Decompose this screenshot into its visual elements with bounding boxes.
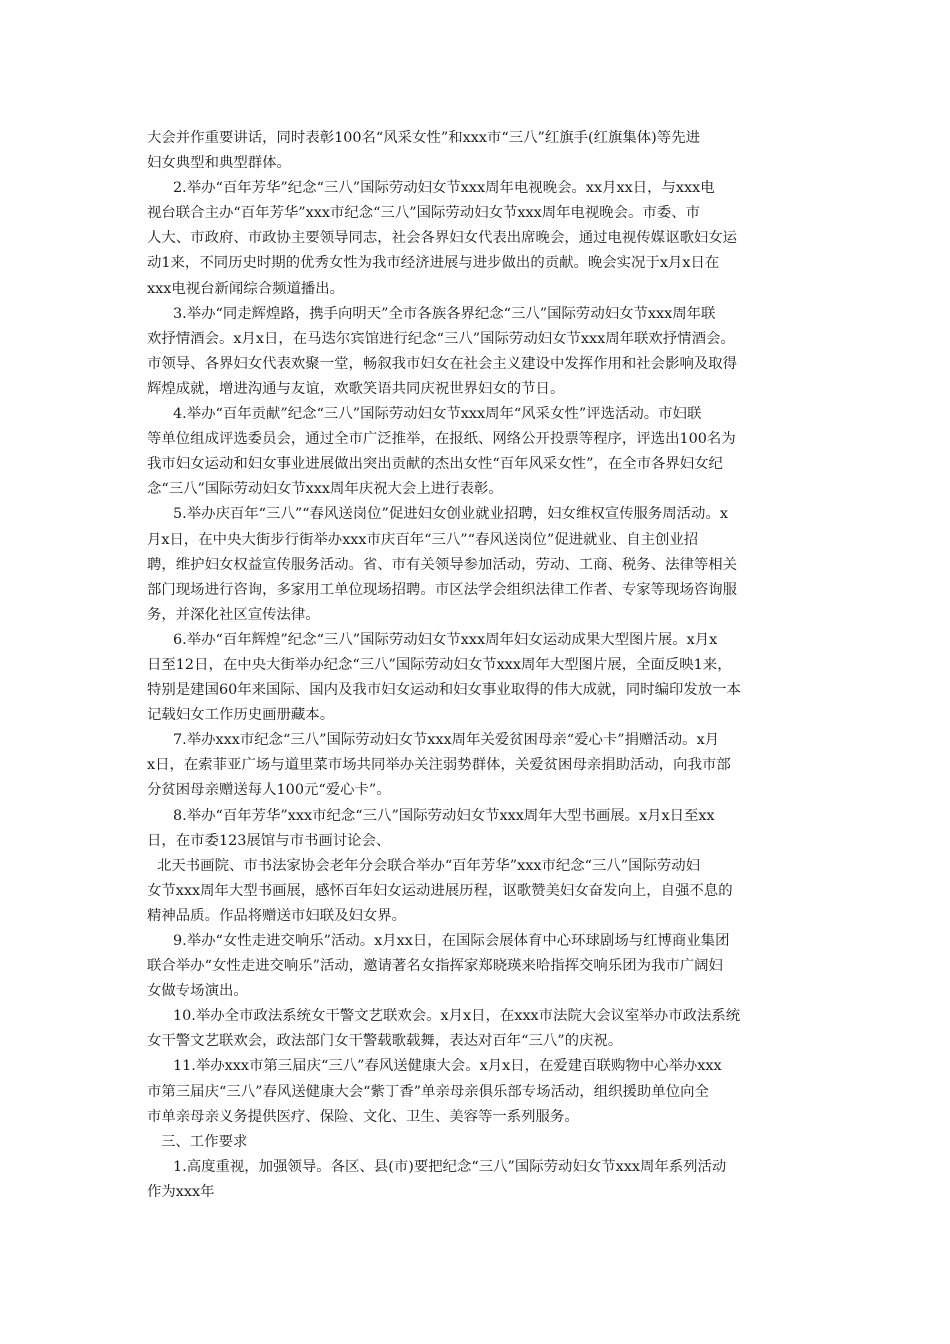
text-line: 大会并作重要讲话，同时表彰100名“风采女性”和xxx市“三八”红旗手(红旗集体)等先进 [147, 130, 700, 146]
text-line: 日，在市委123展馆与市书画讨论会、 [147, 832, 391, 849]
text-line: 1.高度重视，加强领导。各区、县(市)要把纪念“三八”国际劳动妇女节xxx周年系列活动 [173, 1158, 727, 1175]
text-line: 精神品质。作品将赠送市妇联及妇女界。 [147, 907, 407, 924]
text-line: 念“三八”国际劳动妇女节xxx周年庆祝大会上进行表彰。 [147, 481, 503, 498]
text-line: 9.举办“女性走进交响乐”活动。x月xx日，在国际会展体育中心环球剧场与红博商业集团 [173, 933, 730, 949]
text-line: 女节xxx周年大型书画展，感怀百年妇女运动进展历程，讴歌赞美妇女奋发向上，自强不息的 [147, 882, 733, 899]
text-line: 5.举办庆百年“三八”“春风送岗位”促进妇女创业就业招聘，妇女维权宣传服务周活动。x [173, 506, 728, 523]
text-line: 动1来，不同历史时期的优秀女性为我市经济进展与进步做出的贡献。晚会实况于x月x日在 [147, 255, 720, 272]
text-line: 北天书画院、市书法家协会老年分会联合举办“百年芳华”xxx市纪念“三八”国际劳动妇 [157, 857, 701, 874]
text-line: xxx电视台新闻综合频道播出。 [147, 280, 345, 297]
text-line: 等单位组成评选委员会，通过全市广泛推举，在报纸、网络公开投票等程序，评选出100名为 [147, 431, 736, 448]
text-line: 记载妇女工作历史画册藏本。 [147, 707, 335, 724]
text-line: x日，在索菲亚广场与道里菜市场共同举办关注弱势群体，关爱贫困母亲捐助活动，向我市部 [147, 757, 731, 774]
text-line: 市单亲母亲义务提供医疗、保险、文化、卫生、美容等一系列服务。 [147, 1108, 579, 1125]
text-line: 女干警文艺联欢会，政法部门女干警载歌载舞，表达对百年“三八”的庆祝。 [147, 1033, 623, 1050]
text-line: 三、工作要求 [161, 1133, 248, 1150]
text-line: 8.举办“百年芳华”xxx市纪念“三八”国际劳动妇女节xxx周年大型书画展。x月x日至xx [173, 807, 715, 824]
text-line: 10.举办全市政法系统女干警文艺联欢会。x月x日，在xxx市法院大会议室举办市政法系统 [173, 1008, 741, 1025]
text-line: 特别是建国60年来国际、国内及我市妇女运动和妇女事业取得的伟大成就，同时编印发放一本 [147, 682, 741, 699]
text-line: 月x日，在中央大街步行街举办xxx市庆百年“三八”“春风送岗位”促进就业、自主创业招 [147, 531, 699, 548]
text-line: 聘，维护妇女权益宣传服务活动。省、市有关领导参加活动，劳动、工商、税务、法律等相关 [147, 556, 738, 573]
text-line: 作为xxx年 [147, 1183, 215, 1200]
text-line: 4.举办“百年贡献”纪念“三八”国际劳动妇女节xxx周年“风采女性”评选活动。市妇联 [173, 406, 702, 423]
text-line: 人大、市政府、市政协主要领导同志，社会各界妇女代表出席晚会，通过电视传媒讴歌妇女运 [147, 230, 738, 247]
text-line: 务，并深化社区宣传法律。 [147, 606, 320, 623]
text-line: 女做专场演出。 [147, 983, 248, 1000]
text-line: 分贫困母亲赠送每人100元“爱心卡”。 [147, 782, 391, 799]
text-line: 市第三届庆“三八”春风送健康大会“紫丁香”单亲母亲俱乐部专场活动，组织援助单位向全 [147, 1083, 709, 1100]
text-line: 部门现场进行咨询，多家用工单位现场招聘。市区法学会组织法律工作者、专家等现场咨询服 [147, 581, 738, 598]
text-line: 辉煌成就，增进沟通与友谊，欢歌笑语共同庆祝世界妇女的节日。 [147, 380, 565, 397]
text-line: 妇女典型和典型群体。 [147, 155, 291, 172]
text-line: 7.举办xxx市纪念“三八”国际劳动妇女节xxx周年关爱贫困母亲“爱心卡”捐赠活动。x月 [173, 732, 720, 749]
text-line: 2.举办“百年芳华”纪念“三八”国际劳动妇女节xxx周年电视晚会。xx月xx日，与xxx电 [173, 180, 715, 197]
text-line: 3.举办“同走辉煌路，携手向明天”全市各族各界纪念“三八”国际劳动妇女节xxx周年联 [173, 305, 716, 322]
text-line: 11.举办xxx市第三届庆“三八”春风送健康大会。x月x日，在爱建百联购物中心举办xxx [173, 1058, 722, 1075]
document-body [147, 126, 807, 1205]
text-line: 欢抒情酒会。x月x日，在马迭尔宾馆进行纪念“三八”国际劳动妇女节xxx周年联欢抒情酒会。 [147, 330, 735, 347]
text-line: 6.举办“百年辉煌”纪念“三八”国际劳动妇女节xxx周年妇女运动成果大型图片展。x月x [173, 631, 718, 648]
text-line: 市领导、各界妇女代表欢聚一堂，畅叙我市妇女在社会主义建设中发挥作用和社会影响及取得 [147, 355, 738, 372]
text-line: 视台联合主办“百年芳华”xxx市纪念“三八”国际劳动妇女节xxx周年电视晚会。市委、市 [147, 205, 701, 222]
text-line: 日至12日，在中央大街举办纪念“三八”国际劳动妇女节xxx周年大型图片展，全面反映1来， [147, 656, 732, 673]
text-line: 我市妇女运动和妇女事业进展做出突出贡献的杰出女性“百年风采女性”，在全市各界妇女纪 [147, 456, 723, 473]
text-line: 联合举办“女性走进交响乐”活动，邀请著名女指挥家郑晓瑛来哈指挥交响乐团为我市广阔妇 [147, 958, 723, 975]
